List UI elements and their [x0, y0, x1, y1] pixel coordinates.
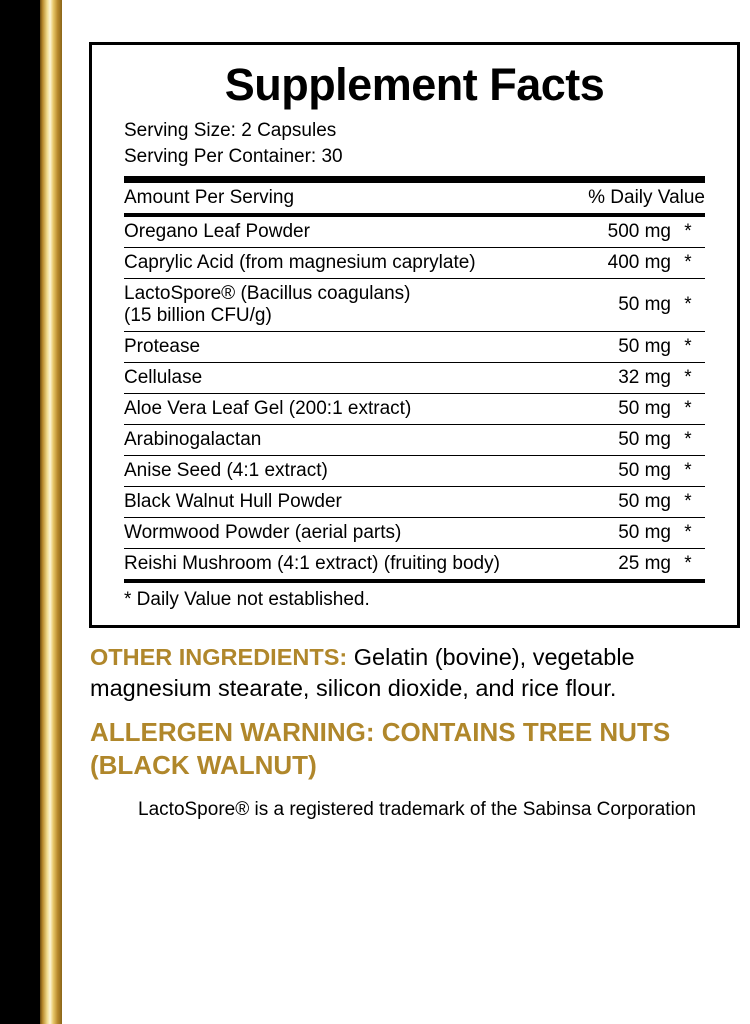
- amount-per-serving-header: Amount Per Serving: [124, 186, 295, 208]
- ingredient-name: Arabinogalactan: [124, 424, 595, 455]
- label-content: [78, 0, 750, 1024]
- other-ingredients-text: Gelatin (bovine), vegetable magnesium stearate, silicon dioxide, and rice flour.: [90, 643, 635, 701]
- ingredient-name: Anise Seed (4:1 extract): [124, 455, 595, 486]
- ingredient-name: Reishi Mushroom (4:1 extract) (fruiting body): [124, 548, 595, 579]
- ingredient-amount: 50 mg: [595, 278, 671, 331]
- ingredient-amount: 25 mg: [595, 548, 671, 579]
- table-row: [124, 455, 705, 486]
- ingredient-amount: 400 mg: [595, 247, 671, 278]
- table-row: [124, 278, 705, 331]
- table-row: [124, 362, 705, 393]
- ingredient-dv: *: [671, 424, 705, 455]
- ingredient-amount: 50 mg: [595, 486, 671, 517]
- ingredient-dv: *: [671, 486, 705, 517]
- ingredient-amount: 50 mg: [595, 455, 671, 486]
- divider-thick-top: [124, 176, 705, 183]
- servings-per-container: Serving Per Container: 30: [124, 145, 343, 167]
- white-gap: [62, 0, 78, 1024]
- gold-stripe: [40, 0, 62, 1024]
- other-ingredients: [90, 642, 744, 704]
- supplement-facts-table: [124, 183, 705, 213]
- table-row: [124, 393, 705, 424]
- daily-value-footnote: * Daily Value not established.: [124, 579, 705, 611]
- ingredient-amount: 50 mg: [595, 393, 671, 424]
- other-ingredients-label: OTHER INGREDIENTS:: [90, 643, 348, 670]
- table-row: [124, 548, 705, 579]
- ingredient-dv: *: [671, 362, 705, 393]
- ingredient-name: Caprylic Acid (from magnesium caprylate): [124, 247, 595, 278]
- allergen-warning: ALLERGEN WARNING: CONTAINS TREE NUTS (BLACK WALNUT): [90, 716, 671, 781]
- table-row: [124, 217, 705, 248]
- ingredient-name: Black Walnut Hull Powder: [124, 486, 595, 517]
- ingredient-dv: *: [671, 278, 705, 331]
- ingredient-name: Cellulase: [124, 362, 595, 393]
- decorative-side-bars: [0, 0, 78, 1024]
- ingredient-name: Wormwood Powder (aerial parts): [124, 517, 595, 548]
- ingredient-rows: [124, 217, 705, 579]
- trademark-note: LactoSpore® is a registered trademark of the Sabinsa Corporation: [138, 799, 696, 821]
- ingredient-name-line2: (15 billion CFU/g): [124, 304, 272, 326]
- ingredient-name: Oregano Leaf Powder: [124, 220, 310, 242]
- ingredient-amount: 32 mg: [595, 362, 671, 393]
- ingredient-name: Aloe Vera Leaf Gel (200:1 extract): [124, 393, 595, 424]
- ingredient-amount: 50 mg: [595, 331, 671, 362]
- table-row: [124, 424, 705, 455]
- below-panel-text: [90, 642, 744, 822]
- supplement-facts-panel: [89, 42, 740, 628]
- table-row: [124, 517, 705, 548]
- black-stripe: [0, 0, 40, 1024]
- ingredient-dv: *: [671, 393, 705, 424]
- ingredient-dv: *: [671, 331, 705, 362]
- ingredient-amount: 500 mg: [607, 220, 671, 242]
- ingredient-dv: *: [671, 548, 705, 579]
- table-row: [124, 331, 705, 362]
- ingredient-name: Protease: [124, 331, 595, 362]
- serving-size: Serving Size: 2 Capsules: [124, 120, 337, 142]
- ingredient-name-line1: LactoSpore® (Bacillus coagulans): [124, 282, 411, 304]
- supplement-facts-title: Supplement Facts: [224, 59, 605, 110]
- ingredient-dv: *: [671, 517, 705, 548]
- ingredient-amount: 50 mg: [595, 424, 671, 455]
- ingredient-dv: *: [684, 220, 692, 242]
- table-row: [124, 486, 705, 517]
- ingredient-amount: 50 mg: [595, 517, 671, 548]
- table-row: [124, 247, 705, 278]
- ingredient-dv: *: [671, 247, 705, 278]
- table-header-row: [124, 183, 705, 213]
- ingredient-dv: *: [671, 455, 705, 486]
- ingredient-name: [124, 278, 595, 331]
- daily-value-header: % Daily Value: [588, 186, 705, 208]
